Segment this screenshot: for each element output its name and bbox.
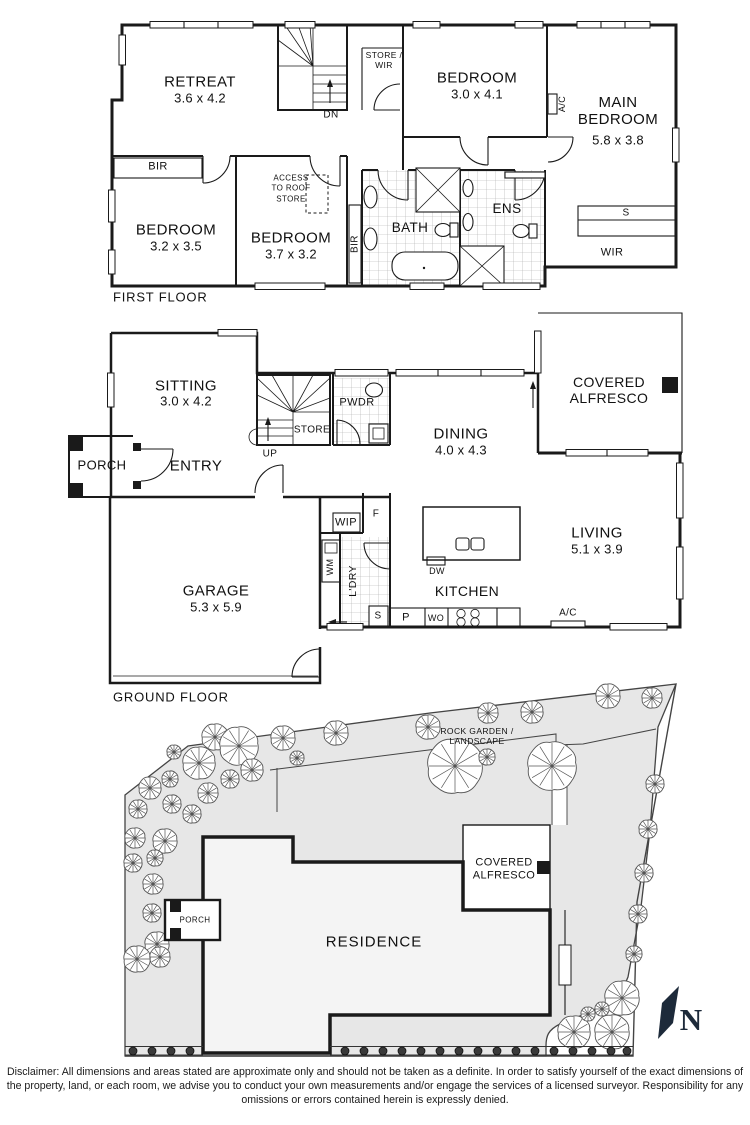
room-label-pwdr: PWDR xyxy=(339,396,375,409)
disclaimer-text: Disclaimer: All dimensions and areas stated are approximate only and should not be taken as a definite. In order to satisfy yourself of the exact dimensions of the property, land, or each room, we advise you to conduct your own measurements and/or engage the services of a licensed surveyor. Responsibility for any omissions or errors contained herein is expressly denied. xyxy=(6,1066,744,1106)
room-label-wip: WIP xyxy=(335,516,357,529)
stairs-down xyxy=(278,25,347,110)
ac-label-ff: A/C xyxy=(556,95,567,113)
rock-garden-label: ROCK GARDEN / LANDSCAPE xyxy=(440,726,514,746)
room-dims-sitting: 3.0 x 4.2 xyxy=(160,393,212,409)
ground-floor-title: GROUND FLOOR xyxy=(113,689,229,705)
first-floor-title: FIRST FLOOR xyxy=(113,289,208,305)
room-label-porch: PORCH xyxy=(77,457,127,473)
room-label-entry: ENTRY xyxy=(169,457,223,475)
ground-floor-plan xyxy=(69,313,683,683)
room-label-wir: WIR xyxy=(600,246,624,259)
room-label-alfresco: COVERED ALFRESCO xyxy=(569,373,649,406)
fridge-label: F xyxy=(372,508,380,520)
bir-label-2: BIR xyxy=(349,235,361,253)
room-dims-retreat: 3.6 x 4.2 xyxy=(174,90,226,106)
room-label-main-bedroom: MAIN BEDROOM xyxy=(577,93,659,128)
bir-label-1: BIR xyxy=(148,160,168,173)
wall-oven-label: WO xyxy=(427,612,445,623)
north-arrow-icon xyxy=(658,986,679,1039)
room-label-retreat: RETREAT xyxy=(164,73,236,91)
residence-label: RESIDENCE xyxy=(325,933,423,951)
room-dims-living: 5.1 x 3.9 xyxy=(571,541,623,557)
stairs-up-label: UP xyxy=(262,448,278,460)
room-label-living: LIVING xyxy=(571,524,623,542)
north-label: N xyxy=(679,1002,703,1037)
room-dims-dining: 4.0 x 4.3 xyxy=(435,442,487,458)
site-window xyxy=(559,945,571,985)
cooktop xyxy=(457,609,479,626)
stairs-dn-label: DN xyxy=(323,109,339,121)
ac-unit-ff xyxy=(548,94,557,114)
ac-label-gf: A/C xyxy=(559,607,577,619)
room-label-bedroom-2: BEDROOM xyxy=(436,69,518,87)
store-wir-label: STORE / WIR xyxy=(365,50,403,70)
room-label-ens: ENS xyxy=(492,201,522,217)
room-label-bath: BATH xyxy=(391,220,429,236)
room-label-kitchen: KITCHEN xyxy=(434,582,500,599)
roof-access-label: ACCESS TO ROOF STORE xyxy=(271,173,311,204)
ac-unit-gf xyxy=(551,621,585,627)
shelf-label: S xyxy=(622,207,630,219)
room-dims-bedroom-2: 3.0 x 4.1 xyxy=(451,86,503,102)
room-label-laundry: L'DRY xyxy=(346,565,359,597)
pantry-label: P xyxy=(402,611,410,624)
site-porch-label: PORCH xyxy=(179,915,211,925)
room-label-bedroom-4: BEDROOM xyxy=(250,229,332,247)
room-label-dining: DINING xyxy=(433,425,489,443)
room-label-sitting: SITTING xyxy=(155,377,217,395)
kitchen-island xyxy=(423,507,520,560)
site-plan xyxy=(124,684,679,1056)
room-label-garage: GARAGE xyxy=(182,582,250,600)
room-dims-bedroom-4: 3.7 x 3.2 xyxy=(265,246,317,262)
room-dims-bedroom-3: 3.2 x 3.5 xyxy=(150,238,202,254)
room-dims-main-bedroom: 5.8 x 3.8 xyxy=(592,132,644,148)
wm-label: WM xyxy=(324,558,335,576)
room-label-store: STORE xyxy=(293,424,331,436)
site-alfresco-label: COVERED ALFRESCO xyxy=(472,856,536,881)
trough-label: S xyxy=(374,610,382,622)
room-label-bedroom-3: BEDROOM xyxy=(135,221,217,239)
room-dims-garage: 5.3 x 5.9 xyxy=(190,599,242,615)
dw-label: DW xyxy=(429,565,445,576)
alfresco-post xyxy=(662,377,678,393)
